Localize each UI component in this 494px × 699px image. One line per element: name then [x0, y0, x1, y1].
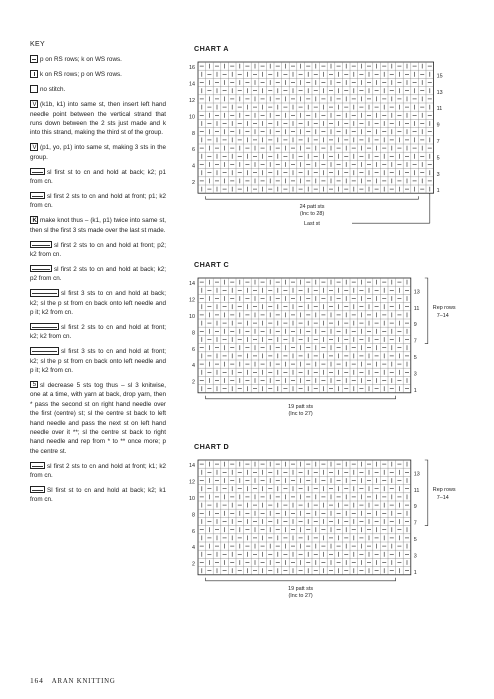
row-number-right: 3 — [436, 171, 440, 178]
repeat-label: Rep rows — [432, 304, 456, 311]
pattern-inc-label: (Inc to 27) — [288, 592, 313, 599]
row-number-left: 6 — [192, 346, 195, 353]
row-number-right: 9 — [413, 504, 417, 511]
row-number-right: 13 — [436, 89, 443, 96]
key-entry-text: sl first 3 sts to cn and hold at front; k2; sl the p st from cn back onto left needle and p it; k2 from cn. — [30, 348, 166, 374]
key-entry-text: (k1b, k1) into same st, then insert left hand needle point between the vertical strand that runs down between the 2 sts just made and k into this strand, making the third st of the group. — [30, 101, 166, 137]
key-entry-text: sl first 2 sts to cn and hold at front; k1; k2 from cn. — [30, 462, 166, 480]
key-symbol-icon — [30, 168, 45, 176]
row-number-left: 4 — [192, 163, 195, 170]
row-number-left: 6 — [192, 528, 195, 535]
chart-d-title: CHART D — [194, 442, 230, 451]
key-symbol-icon — [30, 192, 45, 200]
row-number-left: 10 — [189, 114, 195, 121]
pattern-sts-label: 24 patt sts — [299, 204, 325, 211]
key-symbol-icon — [30, 216, 38, 224]
key-entry-text: (p1, yo, p1) into same st, making 3 sts in the group. — [30, 144, 166, 161]
key-entry — [30, 70, 166, 79]
key-entry-text: sl first 2 sts to cn and hold at front; p1; k2 from cn. — [30, 192, 166, 210]
row-number-left: 2 — [192, 379, 195, 386]
page-number: 164 — [30, 676, 44, 685]
row-number-right: 7 — [436, 139, 440, 145]
row-number-left: 2 — [192, 561, 195, 568]
key-symbol-icon — [30, 100, 38, 108]
row-number-right: 11 — [413, 305, 420, 312]
chart-c-title: CHART C — [194, 260, 230, 269]
key-entry — [30, 55, 166, 64]
key-symbol-icon — [30, 85, 38, 93]
key-entry — [30, 100, 166, 138]
row-number-left: 6 — [192, 147, 195, 154]
pattern-inc-label: (Inc to 28) — [299, 211, 325, 218]
pattern-inc-label: (Inc to 27) — [288, 410, 313, 417]
row-number-right: 11 — [436, 106, 443, 113]
repeat-range: 7–14 — [436, 312, 449, 319]
row-number-right: 5 — [436, 155, 440, 162]
chart-grid — [198, 278, 411, 393]
row-number-right: 5 — [413, 537, 417, 543]
row-number-right: 1 — [413, 387, 417, 394]
pattern-sts-label: 19 patt sts — [288, 403, 314, 410]
repeat-range: 7–14 — [436, 494, 449, 501]
repeat-bracket — [425, 278, 428, 344]
key-entry — [30, 486, 166, 505]
key-entry — [30, 289, 166, 317]
key-symbol-icon — [30, 381, 38, 389]
repeat-label: Rep rows — [432, 486, 456, 493]
key-entry — [30, 381, 166, 456]
row-number-left: 12 — [189, 98, 195, 104]
row-number-left: 4 — [192, 545, 195, 552]
chart-d — [180, 456, 470, 626]
pattern-bracket — [206, 396, 396, 399]
row-number-right: 7 — [413, 338, 417, 345]
key-entry — [30, 323, 166, 342]
key-symbol-icon — [30, 70, 38, 78]
row-number-right: 3 — [413, 553, 417, 560]
row-number-right: 3 — [413, 371, 417, 378]
key-entry — [30, 347, 166, 375]
key-entry-text: sl decrease 5 sts tog thus – sl 3 knitwise, one at a time, with yarn at back, drop yarn, then * pass the second st on right hand needle over the first (centre) st; sl the centre st back to left hand needle and pass the next st on left hand needle over it **; sl the centre st back to right hand needle and rep from * to ** once more; p the centre st. — [30, 381, 166, 455]
key-entry-text: Sl first st to cn and hold at back; k2; k1 from cn. — [30, 486, 166, 504]
chart-grid — [198, 460, 411, 575]
key-entry-text: make knot thus – (k1, p1) twice into same st, then sl the first 3 sts made over the last st made. — [30, 217, 166, 234]
key-title: KEY — [30, 41, 45, 48]
key-entry — [30, 85, 166, 94]
pattern-bracket — [206, 578, 396, 581]
row-number-right: 15 — [436, 73, 443, 80]
key-symbol-icon — [30, 241, 52, 249]
key-symbol-icon — [30, 265, 52, 273]
key-symbol-icon — [30, 55, 38, 63]
chart-a — [180, 58, 470, 238]
key-entry — [30, 143, 166, 162]
key-entry-text: sl first st to cn and hold at back; k2; p1 from cn. — [30, 168, 166, 185]
row-number-left: 12 — [189, 479, 195, 486]
book-title: ARAN KNITTING — [51, 678, 116, 685]
key-symbol-icon — [30, 289, 59, 297]
key-entry-text: sl first 2 sts to cn and hold at back; k2; p2 from cn. — [30, 265, 166, 283]
repeat-bracket — [425, 460, 428, 526]
key-entry-text: p on RS rows; k on WS rows. — [40, 56, 122, 64]
pattern-bracket — [206, 196, 419, 199]
key-entry — [30, 216, 166, 235]
row-number-right: 7 — [413, 520, 417, 527]
key-entry-text: sl first 2 sts to cn and hold at front; k2; k2 from cn. — [30, 323, 166, 341]
row-number-left: 8 — [192, 512, 195, 519]
key-entry-text: no stitch. — [40, 86, 66, 94]
key-column — [30, 40, 166, 510]
row-number-left: 12 — [189, 297, 195, 304]
key-entry — [30, 241, 166, 260]
row-number-right: 13 — [413, 471, 420, 478]
row-number-right: 9 — [413, 322, 417, 329]
row-number-right: 13 — [413, 289, 420, 296]
row-number-left: 2 — [192, 180, 195, 186]
chart-c — [180, 274, 470, 434]
key-symbol-icon — [30, 143, 38, 151]
key-entry-text: sl first 3 sts to cn and hold at back; k2; sl the p st from cn back onto left needle and p it; k2 from cn. — [30, 290, 166, 316]
key-entry-text: sl first 2 sts to cn and hold at front; p2; k2 from cn. — [30, 241, 166, 258]
key-symbol-icon — [30, 323, 59, 331]
last-st-label: Last st — [304, 221, 320, 228]
key-entry-text: k on RS rows; p on WS rows. — [40, 71, 122, 79]
key-symbol-icon — [30, 486, 45, 494]
key-entry — [30, 192, 166, 211]
page-footer — [30, 676, 116, 685]
row-number-right: 5 — [413, 355, 417, 361]
row-number-left: 16 — [189, 65, 195, 72]
row-number-left: 14 — [189, 81, 195, 88]
key-entry — [30, 462, 166, 481]
row-number-left: 8 — [192, 130, 195, 137]
row-number-left: 10 — [189, 496, 195, 502]
chart-a-title: CHART A — [194, 44, 229, 53]
row-number-left: 14 — [189, 281, 195, 288]
pattern-sts-label: 19 patt sts — [288, 585, 314, 592]
key-entry — [30, 265, 166, 284]
key-symbol-icon — [30, 462, 45, 470]
row-number-right: 11 — [413, 487, 420, 494]
key-list — [30, 55, 166, 504]
row-number-left: 14 — [189, 463, 195, 470]
key-entry — [30, 168, 166, 187]
row-number-left: 10 — [189, 314, 195, 320]
row-number-right: 1 — [436, 188, 440, 195]
row-number-left: 4 — [192, 363, 195, 370]
row-number-right: 1 — [413, 569, 417, 576]
key-symbol-icon — [30, 347, 59, 355]
row-number-right: 9 — [436, 122, 440, 129]
row-number-left: 8 — [192, 330, 195, 337]
